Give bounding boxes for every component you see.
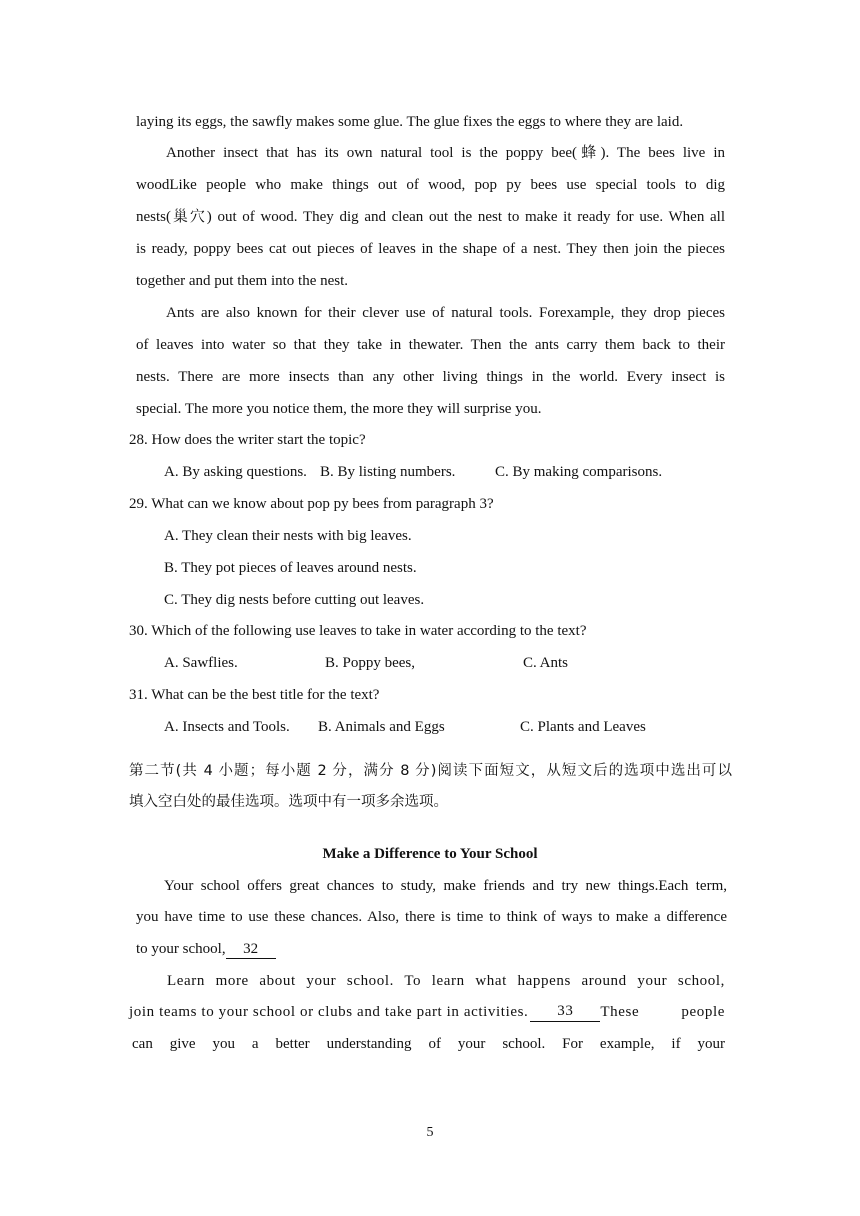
option-a: A. Insects and Tools. [164, 719, 290, 735]
question-31-options [164, 717, 646, 737]
passage-title: Make a Difference to Your School [322, 846, 538, 862]
section-instruction: 填入空白处的最佳选项。选项中有一项多余选项。 [129, 794, 448, 810]
passage-line [136, 939, 276, 959]
passage-text: These people [600, 1004, 725, 1020]
passage-line: nests. There are more insects than any other living things in the world. Every insect is [136, 369, 725, 385]
passage-line: you have time to use these chances. Also, there is time to think of ways to make a difference [136, 909, 727, 925]
passage-line: laying its eggs, the sawfly makes some glue. The glue fixes the eggs to where they are laid. [136, 114, 684, 130]
passage-line: special. The more you notice them, the more they will surprise you. [136, 401, 542, 417]
passage-line: woodLike people who make things out of wood, pop py bees use special tools to dig [136, 177, 725, 193]
question-29: 29. What can we know about pop py bees from paragraph 3? [129, 496, 494, 512]
question-28: 28. How does the writer start the topic? [129, 432, 366, 448]
passage-line: Learn more about your school. To learn what happens around your school, [167, 973, 725, 989]
option-c: C. They dig nests before cutting out leaves. [164, 592, 425, 608]
passage-line: together and put them into the nest. [136, 273, 349, 289]
option-c: C. By making comparisons. [495, 464, 663, 480]
section-instruction: 第二节(共 4 小题；每小题 2 分，满分 8 分)阅读下面短文，从短文后的选项中选出可以 [129, 763, 732, 779]
question-31: 31. What can be the best title for the text? [129, 687, 380, 703]
option-b: B. Poppy bees, [325, 655, 415, 671]
page-number: 5 [426, 1125, 434, 1140]
question-28-options [164, 462, 663, 482]
option-c: C. Ants [523, 655, 569, 671]
passage-line: Ants are also known for their clever use of natural tools. Forexample, they drop pieces [166, 305, 725, 321]
passage-line: of leaves into water so that they take in thewater. Then the ants carry them back to their [136, 337, 725, 353]
option-a: A. By asking questions. [164, 464, 307, 480]
passage-line: Your school offers great chances to study, make friends and try new things.Each term, [164, 878, 727, 894]
question-30: 30. Which of the following use leaves to take in water according to the text? [129, 623, 587, 639]
passage-line: is ready, poppy bees cat out pieces of leaves in the shape of a nest. They then join the pieces [136, 241, 725, 257]
option-b: B. They pot pieces of leaves around nests. [164, 560, 417, 576]
option-b: B. By listing numbers. [320, 464, 456, 480]
option-a: A. They clean their nests with big leaves. [164, 528, 412, 544]
option-b: B. Animals and Eggs [318, 719, 445, 735]
blank-33[interactable]: 33 [530, 1002, 600, 1022]
passage-line [129, 1002, 725, 1022]
passage-line: can give you a better understanding of your school. For example, if your [132, 1036, 725, 1052]
option-c: C. Plants and Leaves [520, 719, 646, 735]
blank-32[interactable]: 32 [226, 940, 276, 959]
passage-line: nests(巢穴) out of wood. They dig and clean out the nest to make it ready for use. When all [136, 209, 725, 225]
option-a: A. Sawflies. [164, 655, 238, 671]
passage-text: join teams to your school or clubs and take part in activities. [129, 1004, 529, 1020]
question-30-options [164, 653, 569, 673]
passage-line: Another insect that has its own natural tool is the poppy bee(蜂). The bees live in [166, 145, 725, 161]
passage-text: to your school, [136, 941, 226, 957]
